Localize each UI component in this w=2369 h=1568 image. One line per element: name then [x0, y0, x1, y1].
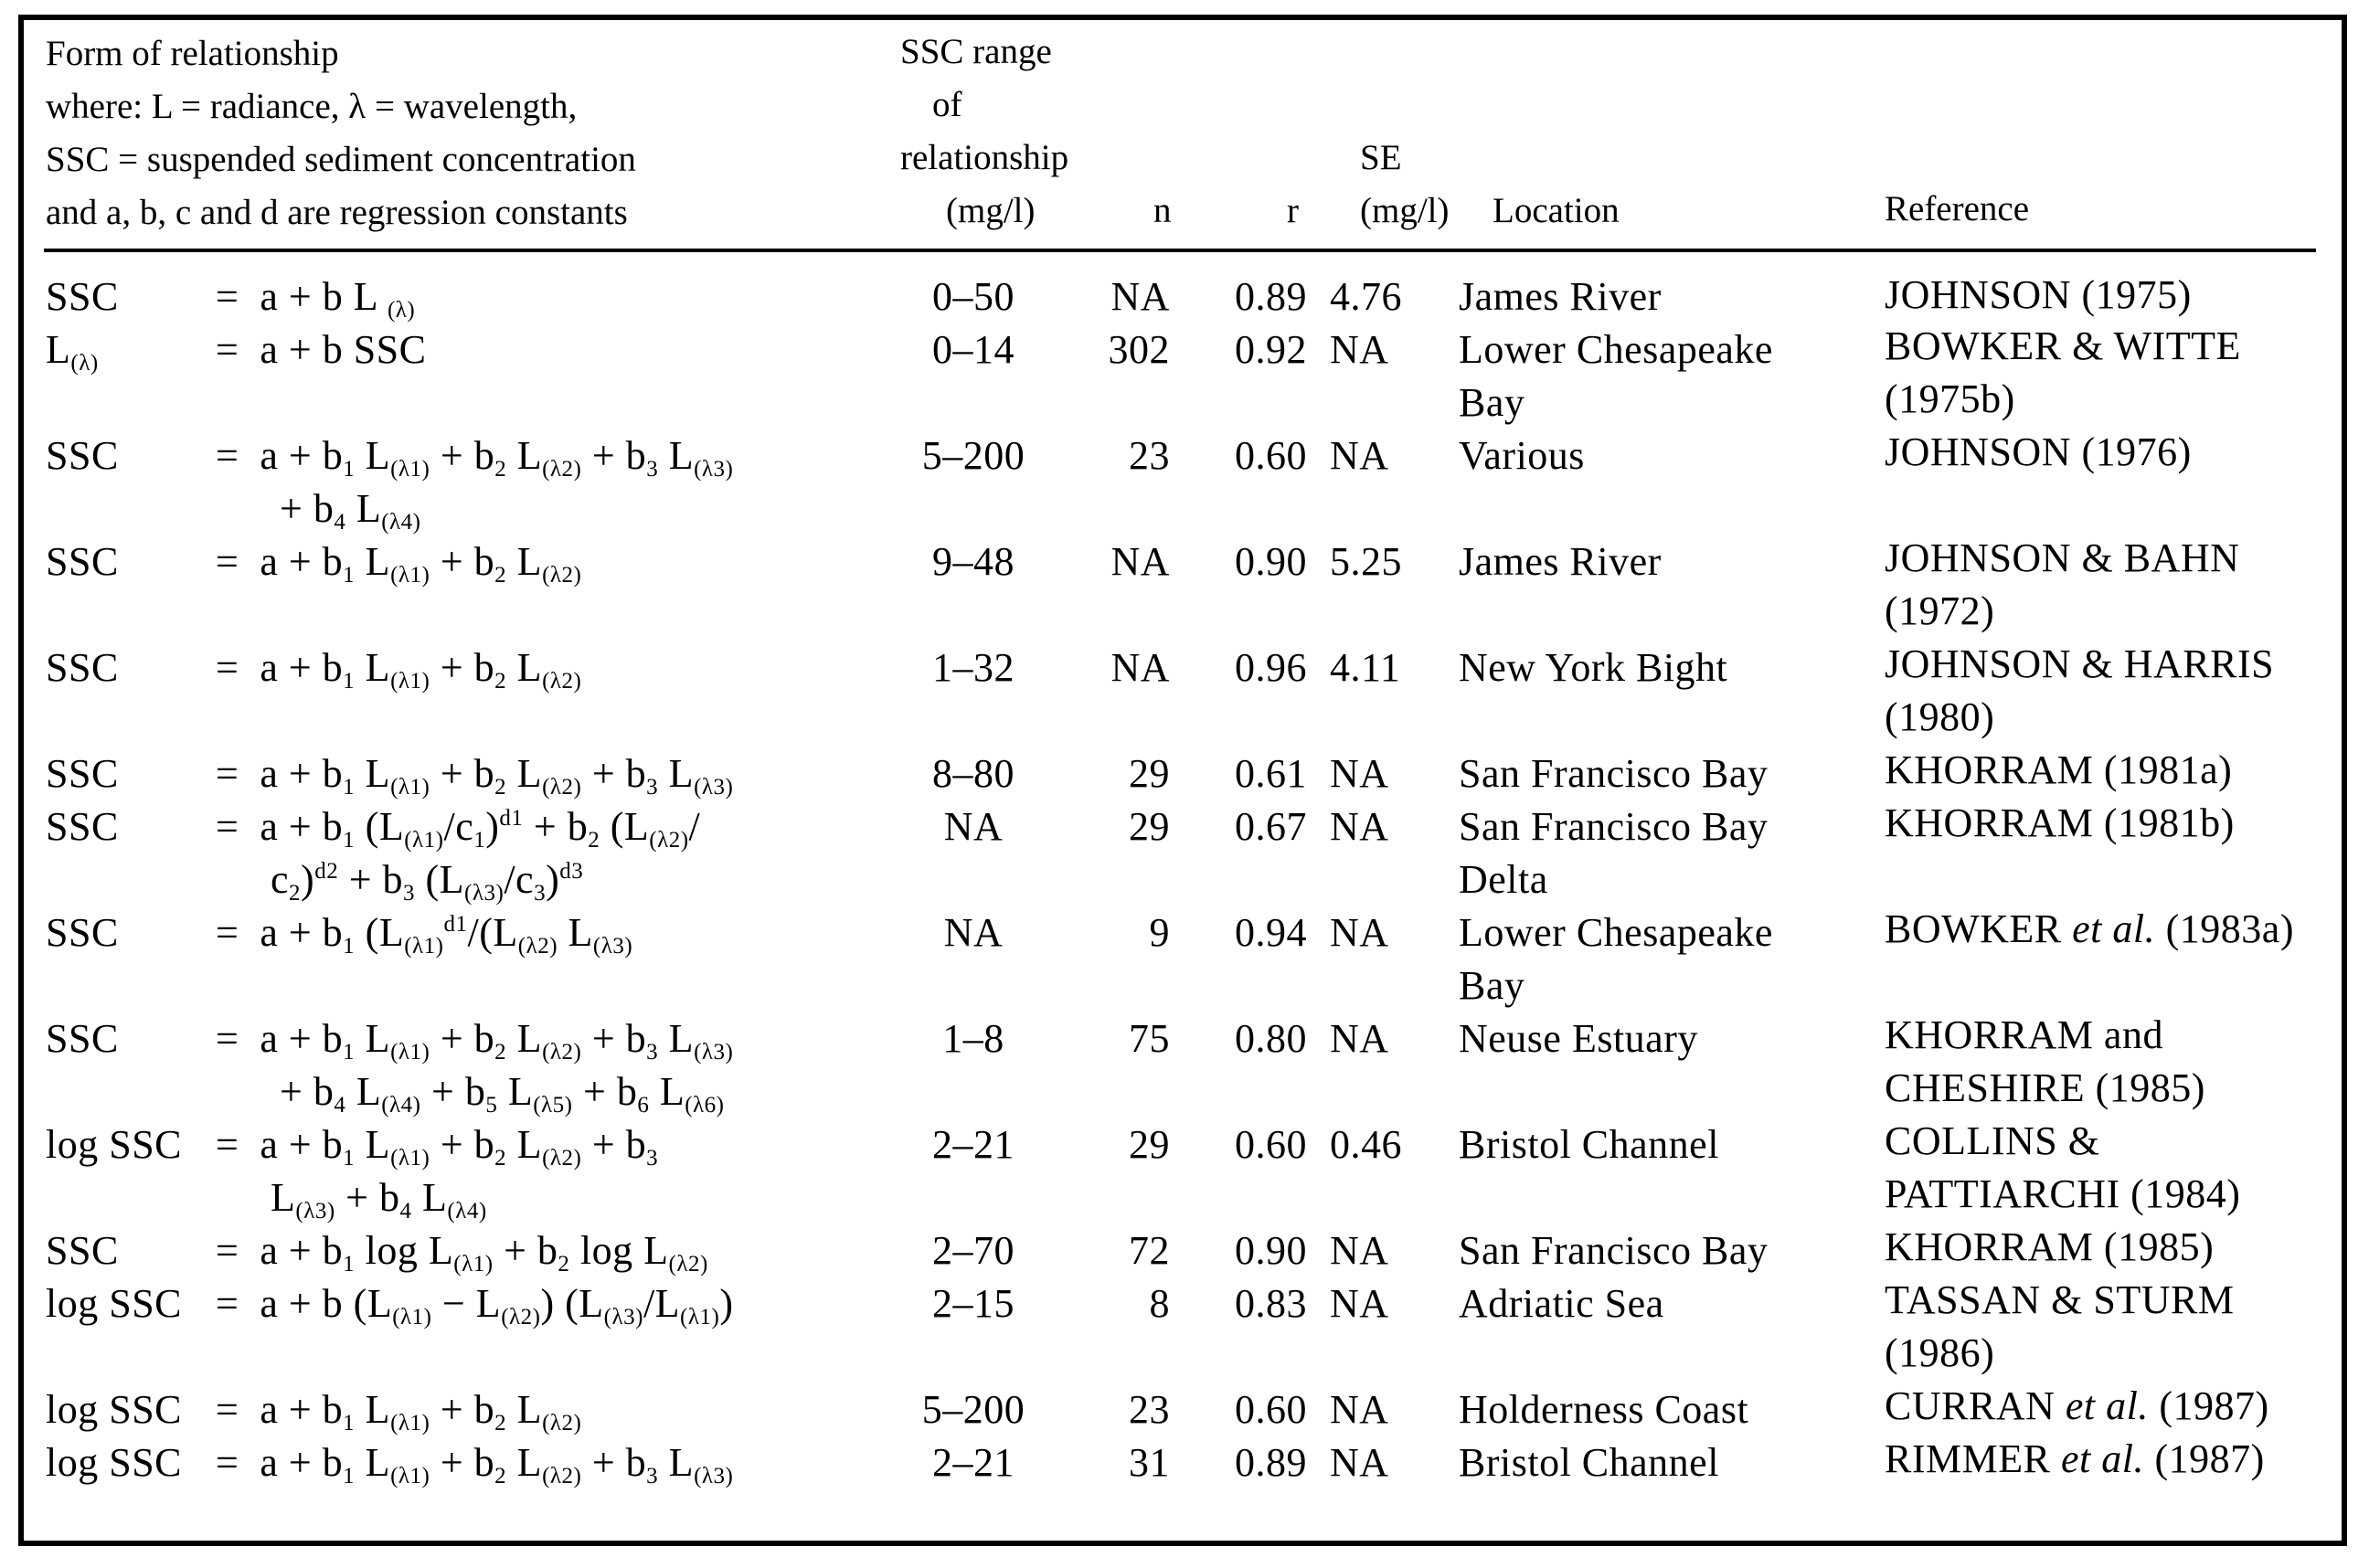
row-5-ssc: 1–32	[932, 645, 1015, 690]
header-ssc-line-3: relationship	[900, 138, 1069, 177]
row-13-se: NA	[1330, 1387, 1389, 1432]
row-13-n: 23	[1129, 1387, 1170, 1432]
header-form-line-1: Form of relationship	[46, 34, 339, 73]
row-10-ssc: 2–21	[932, 1122, 1015, 1167]
row-7-se: NA	[1330, 804, 1389, 849]
row-6-lhs: SSC	[46, 751, 119, 796]
header-form-line-2: where: L = radiance, λ = wavelength,	[46, 87, 578, 126]
row-7-reference: KHORRAM (1981b)	[1885, 800, 2235, 845]
row-4-n: NA	[1110, 539, 1170, 584]
row-14-lhs: log SSC	[46, 1440, 183, 1485]
row-4-se: 5.25	[1330, 539, 1402, 584]
row-10-formula-cont: $L_{(\lambda 3)} + b_4$ $L_{(\lambda 4)}$	[271, 1175, 487, 1224]
header-reference: Reference	[1885, 189, 2030, 228]
row-12-ssc: 2–15	[932, 1281, 1015, 1326]
row-7-lhs: SSC	[46, 804, 119, 849]
row-10-n: 29	[1129, 1122, 1170, 1167]
row-8-r: 0.94	[1235, 910, 1307, 955]
row-8-se: NA	[1330, 910, 1389, 955]
row-13-ssc: 5–200	[921, 1387, 1025, 1432]
row-1-r: 0.89	[1235, 274, 1307, 319]
row-2-lhs: $L_{(\lambda)}$	[46, 327, 99, 376]
row-7-location-2: Delta	[1459, 857, 1548, 902]
row-11-formula: = $a + b_1$ $\log L_{(\lambda 1)} + b_2$ $\log L_{(\lambda 2)}$	[216, 1228, 708, 1277]
header-ssc-line-1: SSC range	[900, 32, 1052, 71]
row-7-r: 0.67	[1235, 804, 1307, 849]
header-se-line-1: SE	[1360, 138, 1402, 177]
row-9-n: 75	[1129, 1016, 1170, 1061]
row-5-reference-2: (1980)	[1885, 694, 1995, 739]
row-5-n: NA	[1110, 645, 1170, 690]
row-11-se: NA	[1330, 1228, 1389, 1273]
row-3-formula-cont: + $b_4$ $L_{(\lambda 4)}$	[280, 486, 421, 535]
row-5-lhs: SSC	[46, 645, 119, 690]
row-14-r: 0.89	[1235, 1440, 1307, 1485]
header-n: n	[1153, 191, 1172, 230]
row-8-location-2: Bay	[1459, 963, 1525, 1008]
row-5-r: 0.96	[1235, 645, 1307, 690]
row-1-lhs: SSC	[46, 274, 119, 319]
row-4-ssc: 9–48	[932, 539, 1015, 584]
row-1-n: NA	[1110, 274, 1170, 319]
row-2-reference-2: (1975b)	[1885, 376, 2015, 421]
row-3-location: Various	[1459, 433, 1585, 478]
row-4-formula: = $a + b_1$ $L_{(\lambda 1)} + b_2$ $L_{(\lambda 2)}$	[216, 539, 582, 588]
row-14-se: NA	[1330, 1440, 1389, 1485]
row-14-ssc: 2–21	[932, 1440, 1015, 1485]
row-9-lhs: SSC	[46, 1016, 119, 1061]
row-6-formula: = $a + b_1$ $L_{(\lambda 1)} + b_2$ $L_{(\lambda 2)} + b_3$ $L_{(\lambda 3)}$	[216, 751, 734, 800]
row-7-location-1: San Francisco Bay	[1459, 804, 1769, 849]
row-8-reference: BOWKER et al. (1983a)	[1885, 906, 2294, 951]
row-1-se: 4.76	[1330, 274, 1402, 319]
row-6-se: NA	[1330, 751, 1389, 796]
row-13-reference: CURRAN et al. (1987)	[1885, 1383, 2269, 1428]
row-13-formula: = $a + b_1$ $L_{(\lambda 1)} + b_2$ $L_{(\lambda 2)}$	[216, 1387, 582, 1436]
row-1-ssc: 0–50	[932, 274, 1015, 319]
row-2-ssc: 0–14	[932, 327, 1015, 372]
row-3-ssc: 5–200	[921, 433, 1025, 478]
row-2-reference-1: BOWKER & WITTE	[1885, 323, 2241, 368]
row-7-formula: = $a + b_1$ $(L_{(\lambda 1)}/c_1)^{d1} + b_2$ ($L_{(\lambda 2)}/$	[216, 804, 701, 853]
row-10-reference-1: COLLINS &	[1885, 1118, 2100, 1163]
row-7-formula-cont: $c_2)^{d2} + b_3$ $(L_{(\lambda 3)}/c_3)^{d3}$	[271, 857, 584, 906]
row-3-r: 0.60	[1235, 433, 1307, 478]
row-9-formula-cont: + $b_4$ $L_{(\lambda 4)} + b_5$ $L_{(\lambda 5)} + b_6$ $L_{(\lambda 6)}$	[280, 1069, 725, 1118]
row-3-reference: JOHNSON (1976)	[1885, 429, 2192, 474]
row-2-formula: = a + b SSC	[216, 327, 427, 372]
row-12-n: 8	[1149, 1281, 1170, 1326]
header-ssc-line-4: (mg/l)	[946, 191, 1036, 230]
row-10-se: 0.46	[1330, 1122, 1402, 1167]
row-6-location: San Francisco Bay	[1459, 751, 1769, 796]
row-4-location: James River	[1459, 539, 1662, 584]
row-1-location: James River	[1459, 274, 1662, 319]
row-7-ssc: NA	[943, 804, 1004, 849]
row-12-reference-2: (1986)	[1885, 1330, 1995, 1375]
row-6-r: 0.61	[1235, 751, 1307, 796]
row-11-lhs: SSC	[46, 1228, 119, 1273]
row-10-location: Bristol Channel	[1459, 1122, 1719, 1167]
row-9-reference-2: CHESHIRE (1985)	[1885, 1065, 2205, 1110]
row-2-location-1: Lower Chesapeake	[1459, 327, 1773, 372]
row-3-lhs: SSC	[46, 433, 119, 478]
row-10-lhs: log SSC	[46, 1122, 183, 1167]
row-12-location: Adriatic Sea	[1459, 1281, 1664, 1326]
row-11-ssc: 2–70	[932, 1228, 1015, 1273]
row-5-location: New York Bight	[1459, 645, 1728, 690]
row-12-formula: = a + b $(L_{(\lambda 1)} - L_{(\lambda 2)})$ $(L_{(\lambda 3)}/L_{(\lambda 1)})$	[216, 1281, 734, 1330]
row-11-reference: KHORRAM (1985)	[1885, 1224, 2215, 1269]
row-2-location-2: Bay	[1459, 380, 1525, 425]
row-9-location: Neuse Estuary	[1459, 1016, 1698, 1061]
row-5-reference-1: JOHNSON & HARRIS	[1885, 641, 2275, 686]
row-6-ssc: 8–80	[932, 751, 1015, 796]
row-4-reference-1: JOHNSON & BAHN	[1885, 535, 2240, 580]
row-11-n: 72	[1129, 1228, 1170, 1273]
header-form-line-4: and a, b, c and d are regression constants	[46, 193, 628, 232]
header-r: r	[1287, 191, 1299, 230]
row-11-r: 0.90	[1235, 1228, 1307, 1273]
header-location: Location	[1493, 191, 1620, 230]
row-8-location-1: Lower Chesapeake	[1459, 910, 1773, 955]
header-ssc-line-2: of	[932, 85, 962, 124]
row-4-lhs: SSC	[46, 539, 119, 584]
row-13-location: Holderness Coast	[1459, 1387, 1749, 1432]
row-1-reference: JOHNSON (1975)	[1885, 272, 2192, 317]
row-11-location: San Francisco Bay	[1459, 1228, 1769, 1273]
row-14-n: 31	[1129, 1440, 1170, 1485]
row-2-se: NA	[1330, 327, 1389, 372]
row-12-r: 0.83	[1235, 1281, 1307, 1326]
row-3-formula: = $a + b_1$ $L_{(\lambda 1)} + b_2$ $L_{(\lambda 2)} + b_3$ $L_{(\lambda 3)}$	[216, 433, 734, 482]
row-1-formula: = a + b L $_{(\lambda)}$	[216, 274, 416, 323]
row-12-reference-1: TASSAN & STURM	[1885, 1277, 2235, 1322]
row-9-ssc: 1–8	[942, 1016, 1004, 1061]
header-form-line-3: SSC = suspended sediment concentration	[46, 140, 636, 179]
row-10-r: 0.60	[1235, 1122, 1307, 1167]
row-4-r: 0.90	[1235, 539, 1307, 584]
row-12-lhs: log SSC	[46, 1281, 183, 1326]
row-5-se: 4.11	[1330, 645, 1401, 690]
header-rule	[44, 249, 2316, 252]
row-13-r: 0.60	[1235, 1387, 1307, 1432]
row-3-n: 23	[1129, 433, 1170, 478]
row-6-reference: KHORRAM (1981a)	[1885, 747, 2233, 792]
row-2-r: 0.92	[1235, 327, 1307, 372]
row-8-lhs: SSC	[46, 910, 119, 955]
row-14-formula: = $a + b_1$ $L_{(\lambda 1)} + b_2$ $L_{(\lambda 2)} + b_3$ $L_{(\lambda 3)}$	[216, 1440, 734, 1489]
row-5-formula: = $a + b_1$ $L_{(\lambda 1)} + b_2$ $L_{(\lambda 2)}$	[216, 645, 582, 694]
row-9-se: NA	[1330, 1016, 1389, 1061]
row-3-se: NA	[1330, 433, 1389, 478]
row-14-reference: RIMMER et al. (1987)	[1885, 1436, 2265, 1481]
row-8-n: 9	[1149, 910, 1170, 955]
header-se-line-2: (mg/l)	[1360, 191, 1450, 230]
row-13-lhs: log SSC	[46, 1387, 183, 1432]
row-12-se: NA	[1330, 1281, 1389, 1326]
row-4-reference-2: (1972)	[1885, 588, 1995, 633]
row-8-ssc: NA	[943, 910, 1004, 955]
row-9-r: 0.80	[1235, 1016, 1307, 1061]
row-2-n: 302	[1108, 327, 1170, 372]
row-14-location: Bristol Channel	[1459, 1440, 1719, 1485]
row-10-formula: = $a + b_1$ $L_{(\lambda 1)} + b_2$ $L_{(\lambda 2)} + b_3$	[216, 1122, 659, 1171]
row-8-formula: = $a + b_1$ ($L_{(\lambda 1)}^{d1}/(L_{(\lambda 2)}$ $L_{(\lambda 3)}$	[216, 910, 633, 959]
row-9-reference-1: KHORRAM and	[1885, 1012, 2163, 1057]
row-6-n: 29	[1129, 751, 1170, 796]
row-7-n: 29	[1129, 804, 1170, 849]
row-10-reference-2: PATTIARCHI (1984)	[1885, 1171, 2241, 1216]
row-9-formula: = $a + b_1$ $L_{(\lambda 1)} + b_2$ $L_{(\lambda 2)} + b_3$ $L_{(\lambda 3)}$	[216, 1016, 734, 1065]
